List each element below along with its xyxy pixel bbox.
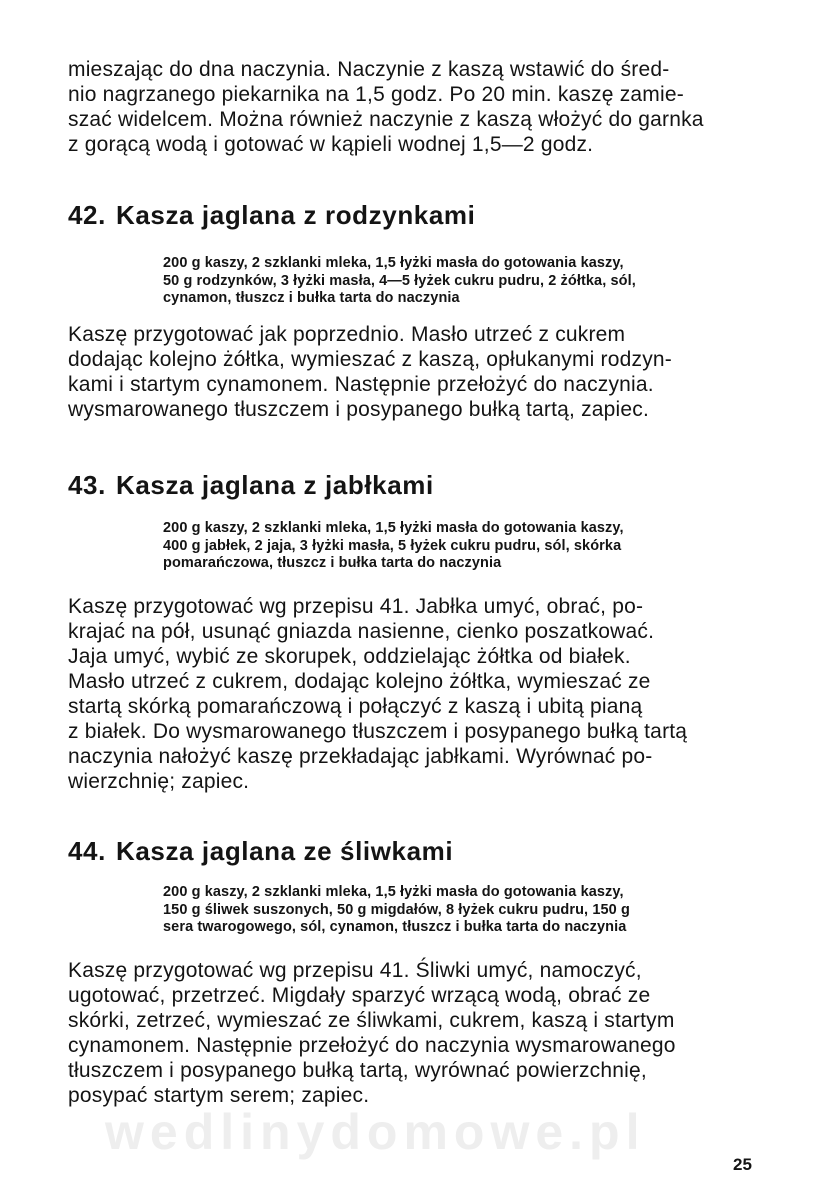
recipe-number: 42. (68, 200, 106, 230)
ingredient-line: 150 g śliwek suszonych, 50 g migdałów, 8 łyżek cukru pudru, 150 g (163, 901, 630, 918)
paragraph-line: Masło utrzeć z cukrem, dodając kolejno żółtka, wymieszać ze (68, 670, 651, 693)
paragraph-line: szać widelcem. Można również naczynie z kaszą włożyć do garnka (68, 108, 704, 131)
recipe-title-42 (68, 200, 475, 230)
paragraph-line: krajać na pół, usunąć gniazda nasienne, cienko poszatkować. (68, 620, 655, 643)
paragraph-line: Jaja umyć, wybić ze skorupek, oddzielając żółtka od białek. (68, 645, 631, 668)
paragraph-line: ugotować, przetrzeć. Migdały sparzyć wrzącą wodą, obrać ze (68, 984, 651, 1007)
paragraph-line: Kaszę przygotować wg przepisu 41. Jabłka umyć, obrać, po- (68, 595, 644, 618)
recipe-number: 43. (68, 470, 106, 500)
recipe-body-44 (68, 958, 758, 1108)
paragraph-line: z gorącą wodą i gotować w kąpieli wodnej 1,5—2 godz. (68, 133, 594, 156)
ingredients-42 (163, 255, 758, 308)
ingredients-44 (163, 884, 758, 937)
ingredient-line: 400 g jabłek, 2 jaja, 3 łyżki masła, 5 łyżek cukru pudru, sól, skórka (163, 537, 622, 554)
recipe-number: 44. (68, 836, 106, 866)
ingredient-line: 50 g rodzynków, 3 łyżki masła, 4—5 łyżek cukru pudru, 2 żółtka, sól, (163, 272, 636, 289)
paragraph-line: skórki, zetrzeć, wymieszać ze śliwkami, cukrem, kaszą i startym (68, 1009, 675, 1032)
ingredient-line: 200 g kaszy, 2 szklanki mleka, 1,5 łyżki masła do gotowania kaszy, (163, 255, 624, 271)
recipe-name: Kasza jaglana z jabłkami (115, 470, 434, 500)
recipe-body-43 (68, 594, 758, 794)
recipe-title-43 (68, 470, 434, 500)
paragraph-line: Kaszę przygotować wg przepisu 41. Śliwki umyć, namoczyć, (68, 959, 642, 982)
paragraph-line: mieszając do dna naczynia. Naczynie z kaszą wstawić do śred- (68, 58, 670, 81)
paragraph-line: tłuszczem i posypanego bułką tartą, wyrównać powierzchnię, (68, 1059, 647, 1082)
page-number: 25 (733, 1155, 752, 1174)
paragraph-line: nio nagrzanego piekarnika na 1,5 godz. Po 20 min. kaszę zamie- (68, 83, 684, 106)
paragraph-line: dodając kolejno żółtka, wymieszać z kaszą, opłukanymi rodzyn- (68, 348, 672, 371)
recipe-name: Kasza jaglana ze śliwkami (115, 836, 454, 866)
ingredient-line: sera twarogowego, sól, cynamon, tłuszcz i bułka tarta do naczynia (163, 919, 627, 935)
ingredient-line: 200 g kaszy, 2 szklanki mleka, 1,5 łyżki masła do gotowania kaszy, (163, 520, 624, 536)
recipe-title-44 (68, 836, 453, 866)
paragraph-line: Kaszę przygotować jak poprzednio. Masło utrzeć z cukrem (68, 323, 626, 346)
ingredient-line: pomarańczowa, tłuszcz i bułka tarta do naczynia (163, 555, 502, 571)
paragraph-line: z białek. Do wysmarowanego tłuszczem i posypanego bułką tartą (68, 720, 688, 743)
ingredients-43 (163, 520, 758, 573)
paragraph-line: wierzchnię; zapiec. (68, 770, 250, 793)
paragraph-line: posypać startym serem; zapiec. (68, 1084, 370, 1107)
paragraph-line: cynamonem. Następnie przełożyć do naczynia wysmarowanego (68, 1034, 676, 1057)
paragraph-line: wysmarowanego tłuszczem i posypanego bułką tartą, zapiec. (68, 398, 650, 421)
paragraph-line: naczynia nałożyć kaszę przekładając jabłkami. Wyrównać po- (68, 745, 653, 768)
paragraph-line: kami i startym cynamonem. Następnie przełożyć do naczynia. (68, 373, 654, 396)
recipe-name: Kasza jaglana z rodzynkami (115, 200, 476, 230)
paragraph-line: startą skórką pomarańczową i połączyć z kaszą i ubitą pianą (68, 695, 643, 718)
ingredient-line: cynamon, tłuszcz i bułka tarta do naczynia (163, 290, 460, 306)
ingredient-line: 200 g kaszy, 2 szklanki mleka, 1,5 łyżki masła do gotowania kaszy, (163, 884, 624, 900)
watermark: wedlinydomowe.pl (105, 1104, 646, 1160)
recipe-body-42 (68, 322, 758, 422)
intro-paragraph (68, 57, 758, 157)
